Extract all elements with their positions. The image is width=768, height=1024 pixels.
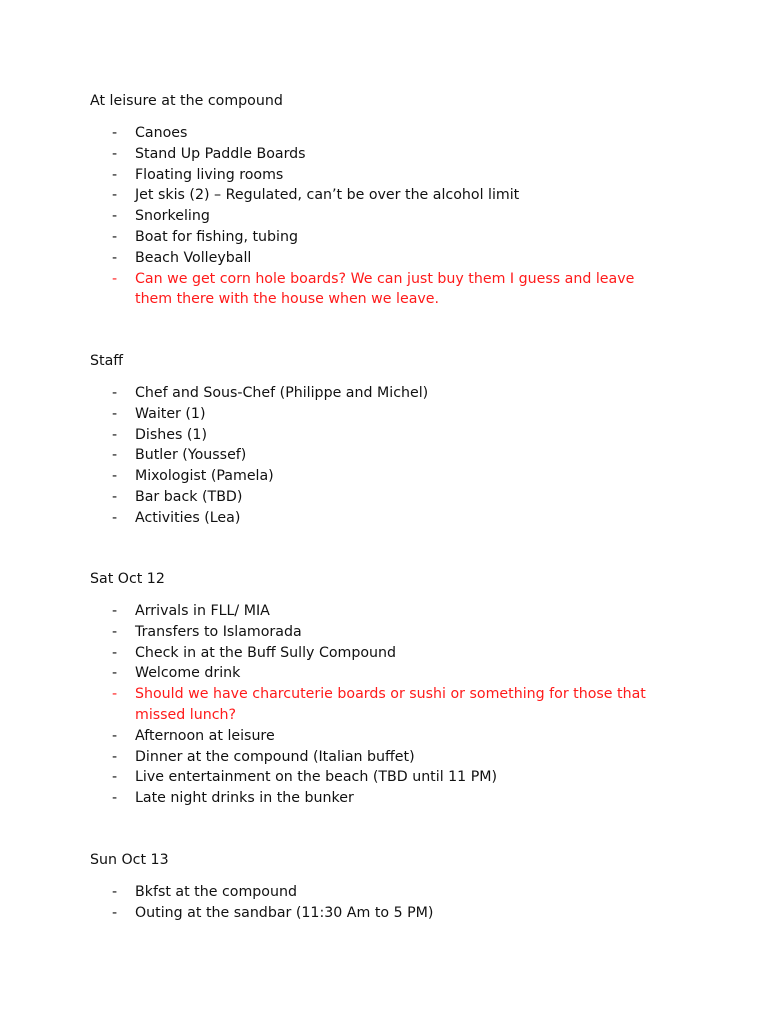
section-staff <box>90 351 690 529</box>
bullet-list <box>90 882 690 924</box>
bullet-dash: - <box>112 509 118 526</box>
list-item <box>90 903 675 924</box>
bullet-list <box>90 601 690 809</box>
list-item-text: Mixologist (Pamela) <box>135 468 274 485</box>
section-heading: Sun Oct 13 <box>90 852 169 868</box>
list-item-text: Chef and Sous-Chef (Philippe and Michel) <box>135 385 429 401</box>
list-item <box>90 747 675 768</box>
list-item <box>90 404 675 425</box>
bullet-dash: - <box>112 166 118 183</box>
bullet-dash: - <box>112 228 118 245</box>
section-heading: Sat Oct 12 <box>90 571 165 587</box>
section-sat-oct-12 <box>90 569 690 809</box>
list-item-text: Waiter (1) <box>135 405 206 422</box>
list-item-text: Live entertainment on the beach (TBD until 11 PM) <box>135 769 498 786</box>
list-item <box>90 622 675 643</box>
list-item-text: Dinner at the compound (Italian buffet) <box>135 748 415 765</box>
list-item-text: Dishes (1) <box>135 426 207 443</box>
list-item-text: Butler (Youssef) <box>135 447 247 464</box>
list-item-note <box>90 684 675 726</box>
section-heading: At leisure at the compound <box>90 93 283 109</box>
bullet-dash: - <box>112 270 118 287</box>
list-item-text: Boat for fishing, tubing <box>135 228 298 245</box>
bullet-dash: - <box>112 488 118 505</box>
list-item-text: Should we have charcuterie boards or sushi or something for those that missed lunch? <box>135 686 646 723</box>
bullet-dash: - <box>112 748 118 765</box>
bullet-dash: - <box>112 249 118 266</box>
bullet-dash: - <box>112 644 118 661</box>
list-item <box>90 788 675 809</box>
list-item-text: Transfers to Islamorada <box>135 623 302 640</box>
list-item <box>90 601 675 622</box>
list-item-text: Snorkeling <box>135 208 210 225</box>
list-item <box>90 185 675 206</box>
list-item <box>90 882 675 903</box>
section-heading: Staff <box>90 353 124 369</box>
bullet-dash: - <box>112 686 118 703</box>
bullet-dash: - <box>112 884 118 900</box>
list-item-text: Bar back (TBD) <box>135 488 243 505</box>
bullet-dash: - <box>112 145 118 162</box>
section-leisure <box>90 91 690 310</box>
list-item-text: Welcome drink <box>135 665 241 682</box>
bullet-dash: - <box>112 187 118 204</box>
list-item-text: Activities (Lea) <box>135 509 241 526</box>
bullet-dash: - <box>112 603 118 619</box>
list-item <box>90 487 675 508</box>
list-item <box>90 726 675 747</box>
list-item <box>90 643 675 664</box>
list-item-text: Jet skis (2) – Regulated, can’t be over the alcohol limit <box>135 187 520 204</box>
list-item <box>90 425 675 446</box>
list-item-text: Outing at the sandbar (11:30 Am to 5 PM) <box>135 904 434 921</box>
list-item-text: Canoes <box>135 125 188 141</box>
list-item <box>90 165 675 186</box>
bullet-dash: - <box>112 426 118 443</box>
bullet-dash: - <box>112 904 118 921</box>
list-item-text: Arrivals in FLL/ MIA <box>135 603 270 619</box>
bullet-dash: - <box>112 125 118 141</box>
bullet-dash: - <box>112 208 118 225</box>
list-item-text: Floating living rooms <box>135 166 284 183</box>
list-item <box>90 123 675 144</box>
bullet-dash: - <box>112 769 118 786</box>
bullet-dash: - <box>112 727 118 744</box>
bullet-dash: - <box>112 405 118 422</box>
list-item-text: Afternoon at leisure <box>135 727 275 744</box>
list-item-text: Bkfst at the compound <box>135 884 297 900</box>
list-item <box>90 227 675 248</box>
list-item <box>90 466 675 487</box>
bullet-dash: - <box>112 447 118 464</box>
list-item-text: Late night drinks in the bunker <box>135 790 354 807</box>
section-sun-oct-13 <box>90 850 690 924</box>
list-item <box>90 144 675 165</box>
list-item <box>90 445 675 466</box>
bullet-list <box>90 383 690 529</box>
list-item-note <box>90 269 675 311</box>
list-item-text: Stand Up Paddle Boards <box>135 145 306 162</box>
bullet-dash: - <box>112 790 118 807</box>
bullet-dash: - <box>112 665 118 682</box>
bullet-dash: - <box>112 623 118 640</box>
bullet-dash: - <box>112 468 118 485</box>
bullet-dash: - <box>112 385 118 401</box>
list-item-text: Check in at the Buff Sully Compound <box>135 644 397 661</box>
list-item <box>90 508 675 529</box>
list-item <box>90 206 675 227</box>
list-item-text: Beach Volleyball <box>135 249 252 266</box>
list-item <box>90 248 675 269</box>
list-item <box>90 663 675 684</box>
list-item-text: Can we get corn hole boards? We can just buy them I guess and leave them there with the house when we leave. <box>135 270 635 308</box>
list-item <box>90 383 675 404</box>
bullet-list <box>90 123 690 310</box>
list-item <box>90 767 675 788</box>
